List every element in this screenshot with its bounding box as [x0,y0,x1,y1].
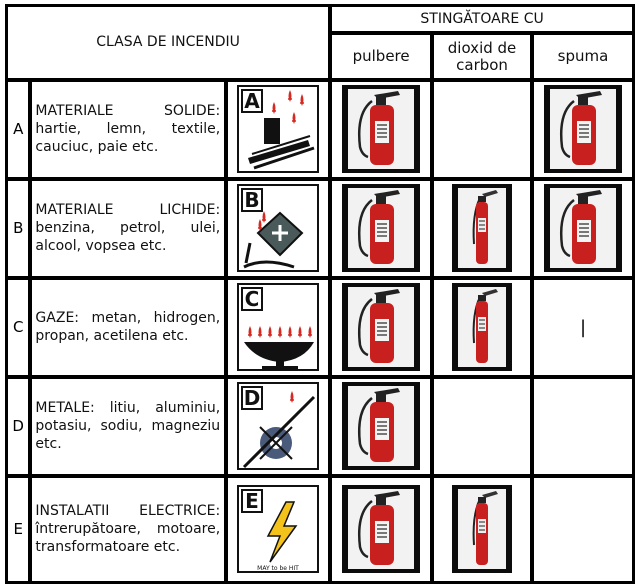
fire-class-letter: E [7,477,29,582]
powder-cell [331,81,431,178]
extinguishers-header: STINGĂTOARE CU [331,6,633,32]
co2-extinguisher-icon [434,485,530,573]
powder-header: pulbere [331,34,431,78]
svg-text:A: A [244,89,260,114]
co2-extinguisher-icon [434,184,530,272]
fire-class-examples: benzina, petrol, ulei, alcool, vopsea etc. [35,220,221,255]
class-e-electrical-icon [227,477,329,582]
fire-class-table-wrapper [5,4,635,584]
class-d-metals-icon [227,378,329,475]
fire-class-examples: hartie, lemn, textile, cauciuc, paie etc. [35,121,221,156]
powder-extinguisher-icon [332,184,430,272]
foam-mark: | [579,316,587,338]
foam-header: spuma [533,34,633,78]
foam-extinguisher-icon [534,184,632,272]
fire-class-row-a [7,81,633,178]
fire-class-examples: litiu, aluminiu, potasiu, sodiu, magneziu etc. [35,400,221,453]
fire-class-letter: B [7,180,29,277]
svg-text:D: D [243,386,261,411]
fire-class-description [31,378,225,475]
fire-class-letter: C [7,279,29,376]
fire-class-row-d [7,378,633,475]
co2-cell [433,279,531,376]
foam-cell [533,279,633,376]
fire-class-description [31,477,225,582]
powder-cell [331,180,431,277]
fire-class-row-b [7,180,633,277]
powder-extinguisher-icon [332,85,430,173]
fire-class-description [31,180,225,277]
svg-text:C: C [244,287,260,312]
fire-class-letter: A [7,81,29,178]
fire-class-description [31,81,225,178]
foam-cell [533,477,633,582]
fire-class-title: METALE: [35,400,110,417]
fire-class-title: INSTALATII ELECTRICE: [35,503,221,520]
svg-text:B: B [244,188,260,213]
class-e-caption: MAY to be HIT [257,565,299,573]
fire-class-header: CLASA DE INCENDIU [7,6,329,79]
class-c-gases-icon [227,279,329,376]
class-a-solids-icon [227,81,329,178]
powder-cell [331,279,431,376]
powder-extinguisher-icon [332,382,430,470]
fire-class-title: MATERIALE SOLIDE: [35,103,221,120]
fire-class-letter: D [7,378,29,475]
foam-cell [533,180,633,277]
co2-header: dioxid de carbon [433,34,531,78]
powder-cell [331,477,431,582]
co2-cell [433,81,531,178]
fire-class-row-e [7,477,633,582]
foam-cell [533,378,633,475]
fire-class-table [5,4,635,584]
co2-extinguisher-icon [434,283,530,371]
fire-class-examples: metan, hidrogen, propan, acetilena etc. [35,310,221,345]
fire-class-description [31,279,225,376]
svg-text:E: E [245,489,259,514]
co2-cell [433,180,531,277]
class-b-liquids-icon [227,180,329,277]
fire-class-examples: întrerupătoare, motoare, transformatoare etc. [35,521,221,556]
powder-cell [331,378,431,475]
fire-class-row-c [7,279,633,376]
fire-class-title: GAZE: [35,310,92,327]
powder-extinguisher-icon [332,485,430,573]
co2-cell [433,477,531,582]
powder-extinguisher-icon [332,283,430,371]
foam-cell [533,81,633,178]
co2-cell [433,378,531,475]
foam-extinguisher-icon [534,85,632,173]
fire-class-title: MATERIALE LICHIDE: [35,202,221,219]
